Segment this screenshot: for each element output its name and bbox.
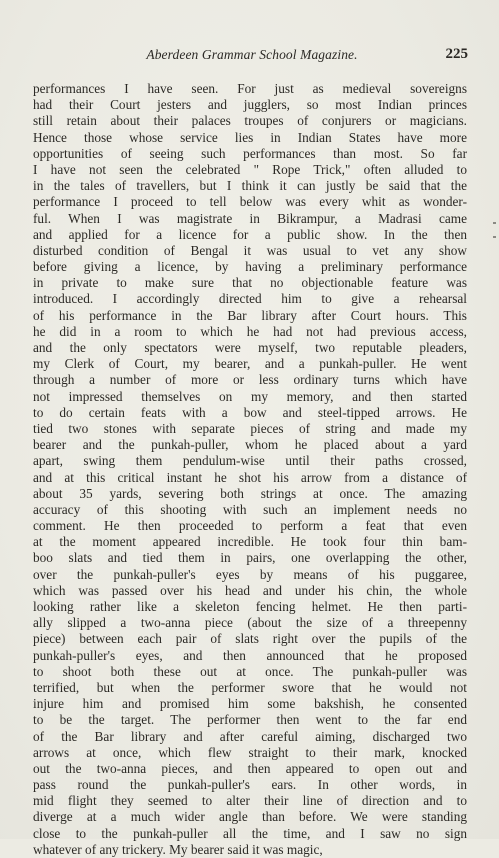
text-line: my Clerk of Court, my bearer, and a punkah-puller. He went bbox=[33, 356, 467, 372]
text-line: still retain about their palaces troupes of conjurers or magicians. bbox=[33, 113, 467, 129]
text-line: at the moment appeared incredible. He took four thin bam- bbox=[33, 534, 467, 550]
text-line: over the punkah-puller's eyes by means of his puggaree, bbox=[33, 566, 467, 582]
text-line: accuracy of this shooting with such an implement needs no bbox=[33, 501, 467, 517]
text-line: and the only spectators were myself, two reputable pleaders, bbox=[33, 340, 467, 355]
text-line: opportunities of seeing such performances than most. So far bbox=[33, 145, 467, 161]
text-line: disturbed condition of Bengal it was usual to vet any show bbox=[33, 242, 467, 258]
text-line: arrows at once, which flew straight to their mark, knocked bbox=[33, 744, 467, 760]
text-line: about 35 yards, severing both strings at once. The amazing bbox=[33, 485, 467, 501]
text-line: close to the punkah-puller all the time, and I saw no sign bbox=[33, 825, 467, 841]
text-line: performances I have seen. For just as medieval sovereigns bbox=[33, 81, 467, 96]
text-line: Hence those whose service lies in Indian States have more bbox=[33, 129, 467, 145]
text-line: had their Court jesters and jugglers, so most Indian princes bbox=[33, 97, 467, 113]
running-head bbox=[36, 47, 468, 67]
text-line: pass round the punkah-puller's ears. In other words, in bbox=[33, 777, 467, 793]
text-line: mid flight they seemed to alter their line of direction and to bbox=[33, 793, 467, 809]
text-line: and applied for a licence for a public show. In the then bbox=[33, 226, 467, 242]
text-line: injure him and promised him some bakshish, he consented bbox=[33, 696, 467, 712]
text-line: boo slats and tied them in pairs, one overlapping the other, bbox=[33, 550, 467, 566]
text-line: introduced. I accordingly directed him to give a rehearsal bbox=[33, 291, 467, 307]
text-line: through a number of more or less ordinary turns which have bbox=[33, 372, 467, 388]
text-line: whatever of any trickery. My bearer said it was magic, bbox=[33, 841, 323, 857]
text-line: comment. He then proceeded to perform a feat that even bbox=[33, 518, 467, 534]
text-line: ally slipped a two-anna piece (about the size of a threepenny bbox=[33, 615, 467, 631]
text-line: of the Bar library and after careful aiming, discharged two bbox=[33, 728, 467, 744]
text-line: before giving a licence, by having a preliminary performance bbox=[33, 259, 467, 275]
text-line: out the two-anna pieces, and then appeared to open out and bbox=[33, 760, 467, 776]
margin-mark bbox=[493, 222, 496, 224]
text-line: which was passed over his head and under his chin, the whole bbox=[33, 582, 467, 598]
text-line: punkah-puller's eyes, and then announced that he proposed bbox=[33, 647, 467, 663]
text-line: in private to make sure that no objectionable feature was bbox=[33, 275, 467, 291]
text-line: tied two stones with separate pieces of string and made my bbox=[33, 420, 467, 436]
text-line: to be the target. The performer then went to the far end bbox=[33, 712, 467, 728]
text-line: terrified, but when the performer swore that he would not bbox=[33, 679, 467, 695]
text-line: in the tales of travellers, but I think it can justly be said that the bbox=[33, 178, 467, 194]
running-title: Aberdeen Grammar School Magazine. bbox=[146, 47, 358, 62]
text-line: bearer and the punkah-puller, whom he placed about a yard bbox=[33, 437, 467, 453]
text-line: and at this critical instant he shot his arrow from a distance of bbox=[33, 469, 467, 485]
text-line: to do certain feats with a bow and steel-tipped arrows. He bbox=[33, 404, 467, 420]
body-text bbox=[33, 81, 467, 858]
text-line: not impressed themselves on my memory, and then started bbox=[33, 388, 467, 404]
margin-mark bbox=[493, 236, 496, 238]
text-line: apart, swing them pendulum-wise until their paths crossed, bbox=[33, 453, 467, 469]
text-line: ful. When I was magistrate in Bikrampur, a Madrasi came bbox=[33, 210, 467, 226]
text-line: he did in a room to which he had not had previous access, bbox=[33, 323, 467, 339]
text-line: performance I proceed to tell below was every whit as wonder- bbox=[33, 194, 467, 210]
text-line: of his performance in the Bar library after Court hours. This bbox=[33, 307, 467, 323]
text-line: diverge at a much wider angle than before. We were standing bbox=[33, 809, 467, 825]
text-line: to shoot both these out at once. The punkah-puller was bbox=[33, 663, 467, 679]
text-line: piece) between each pair of slats right over the pupils of the bbox=[33, 631, 467, 647]
text-line: I have not seen the celebrated " Rope Trick," often alluded to bbox=[33, 161, 467, 177]
page-number: 225 bbox=[445, 46, 468, 62]
text-line: looking rather like a skeleton fencing helmet. He then parti- bbox=[33, 599, 467, 614]
